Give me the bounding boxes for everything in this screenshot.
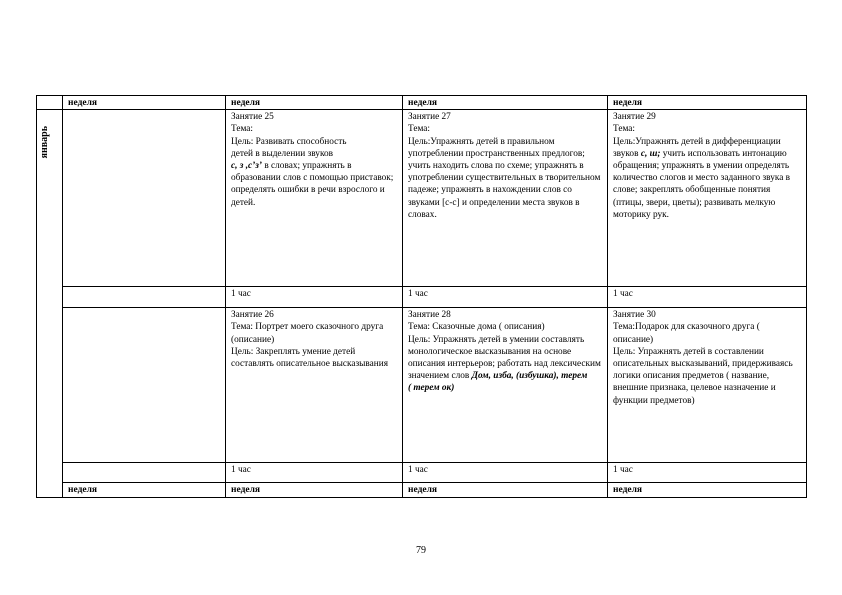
hours-cell: 1 час (403, 287, 608, 308)
lesson-goal-text: Цель:Упражнять детей в дифференциации звуков (613, 136, 781, 159)
lesson-goal-text: Цель: Упражнять детей в составлении описательных высказываний, придерживаясь логики описания предметов ( название, внешние признака, целевое назначение и функции предметов) (613, 346, 793, 406)
lesson-goal-line: детей в выделении звуков (231, 148, 334, 159)
hours-cell: 1 час (608, 463, 807, 483)
week-header: неделя (63, 96, 226, 110)
lesson-cell (226, 110, 403, 287)
empty-cell (63, 287, 226, 308)
lesson-goal-line: Цель: Развивать способность (231, 136, 347, 147)
lesson-goal-emphasis: с, з ,с’з’ (231, 161, 262, 172)
page-number: 79 (416, 545, 426, 556)
lesson-theme: Тема: Сказочные дома ( описания) (408, 322, 545, 333)
lesson-theme: Тема: Портрет моего сказочного друга (описание) (231, 322, 384, 345)
lesson-goal-emphasis: с, ш; (640, 148, 661, 159)
week-header: неделя (226, 483, 403, 498)
lesson-goal-text: учить использовать интонацию обращения; упражнять в умении определять количество слогов и место заданного звука в слове; закреплять обобщенные понятия (птицы, звери, цветы); развивать мелкую моторику рук. (613, 148, 791, 220)
footer-row (37, 483, 807, 498)
lesson-title: Занятие 26 (231, 310, 274, 321)
lesson-title: Занятие 28 (408, 310, 451, 321)
hours-cell: 1 час (403, 463, 608, 483)
month-label: январь (39, 126, 50, 159)
lesson-title: Занятие 30 (613, 310, 656, 321)
schedule-table (36, 95, 807, 498)
lesson-cell (403, 110, 608, 287)
lesson-theme: Тема: (231, 124, 253, 135)
empty-cell (63, 308, 226, 463)
lesson-goal-emphasis: Дом, изба, (избушка), терем (471, 371, 588, 382)
lesson-title: Занятие 25 (231, 112, 274, 123)
header-row (37, 96, 807, 110)
lesson-cell (608, 110, 807, 287)
hours-row (37, 287, 807, 308)
lesson-theme: Тема: (613, 124, 635, 135)
lesson-row (37, 308, 807, 463)
hours-row (37, 463, 807, 483)
month-cell (37, 110, 63, 498)
lesson-cell (226, 308, 403, 463)
hours-cell: 1 час (226, 463, 403, 483)
lesson-goal-emphasis: ( терем ок) (408, 383, 455, 394)
hours-cell: 1 час (608, 287, 807, 308)
lesson-title: Занятие 29 (613, 112, 656, 123)
hours-cell: 1 час (226, 287, 403, 308)
week-header: неделя (403, 483, 608, 498)
week-header: неделя (608, 483, 807, 498)
week-header: неделя (63, 483, 226, 498)
lesson-goal-text: в словах; упражнять в образовании слов с помощью приставок; определять ошибки в речи взрослого и детей. (231, 161, 394, 208)
empty-cell (63, 463, 226, 483)
lesson-cell (403, 308, 608, 463)
empty-cell (63, 110, 226, 287)
week-header: неделя (403, 96, 608, 110)
lesson-theme: Тема: (408, 124, 430, 135)
lesson-row (37, 110, 807, 287)
month-corner-cell (37, 96, 63, 110)
lesson-theme: Тема:Подарок для сказочного друга ( описание) (613, 322, 760, 345)
week-header: неделя (608, 96, 807, 110)
lesson-goal-text: Цель: Упражнять детей в умении составлять монологическое высказывания на основе описания интерьеров; работать над лексическим значением слов (408, 334, 601, 382)
lesson-goal-text: Цель: Закреплять умение детей составлять описательное высказывания (231, 346, 389, 370)
week-header: неделя (226, 96, 403, 110)
lesson-cell (608, 308, 807, 463)
lesson-goal-text: Цель:Упражнять детей в правильном употреблении пространственных предлогов; учить находить слова по схеме; упражнять в употреблении существительных в творительном падеже; упражнять в нахождении слов со звуками [с-с] и определении места звуков в словах. (408, 136, 601, 220)
lesson-title: Занятие 27 (408, 112, 451, 123)
